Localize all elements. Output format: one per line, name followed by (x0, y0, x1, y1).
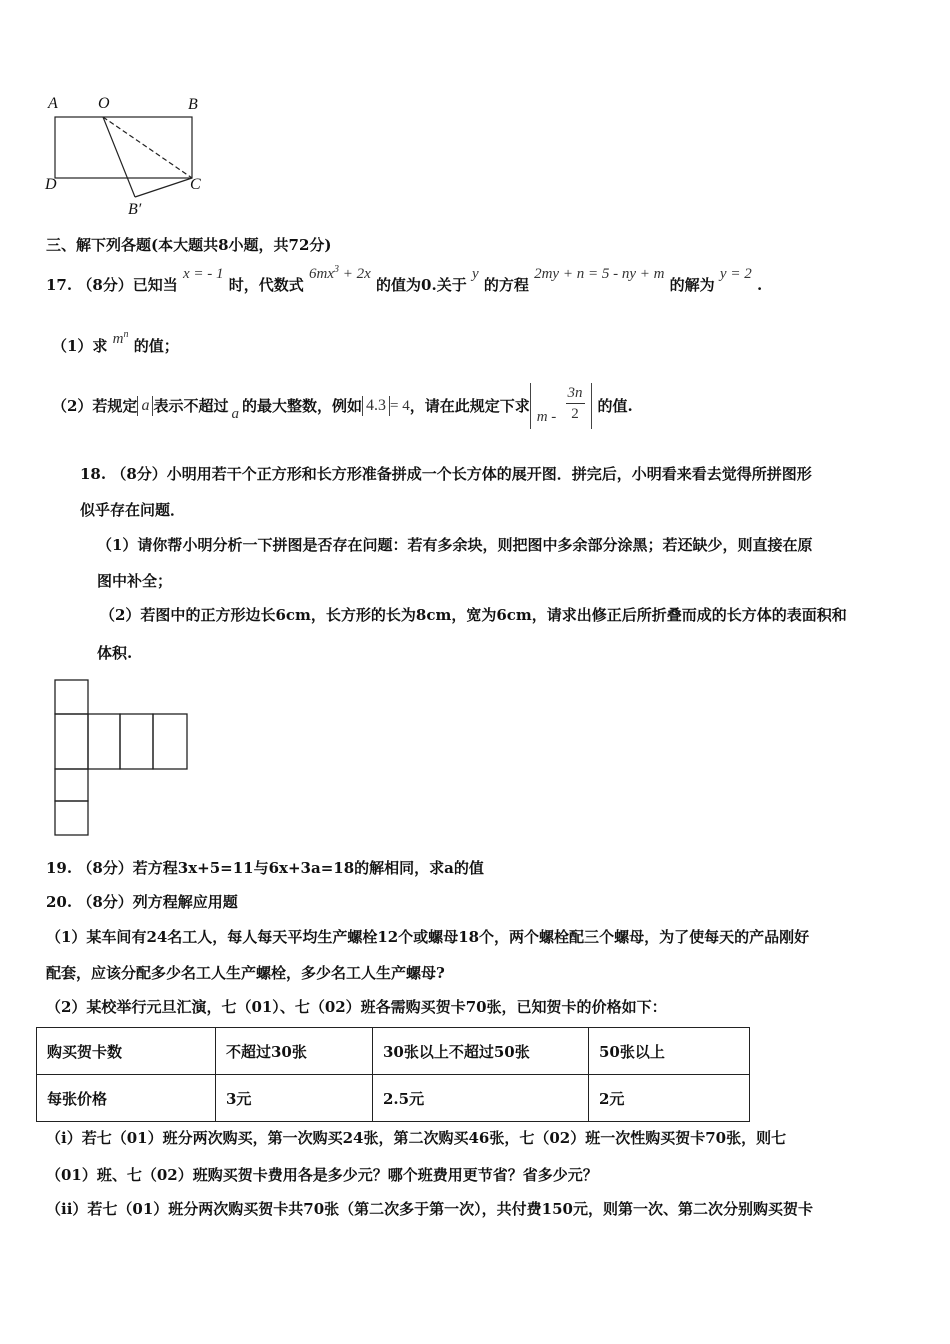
price-table-cell: 50张以上 (589, 1028, 750, 1075)
q17-intro-d: 的方程 (483, 276, 529, 294)
net-row-cell-2 (88, 714, 120, 769)
q17-var-a: a (231, 406, 239, 422)
label-o: O (98, 95, 110, 112)
q17-fraction (566, 383, 585, 424)
q20-i-line1: （i）若七（01）班分两次购买，第一次购买24张，第二次购买46张，七（02）班一次性购买贺卡70张，则七 (46, 1129, 787, 1147)
q20-p1-line2: 配套，应该分配多少名工人生产螺栓，多少名工人生产螺母? (46, 964, 445, 982)
net-top-square (55, 680, 88, 714)
q18-line1: 18. （8分）小明用若干个正方形和长方形准备拼成一个长方体的展开图．拼完后，小明看来看去觉得所拼图形 (80, 465, 812, 483)
label-c: C (190, 176, 201, 193)
q17-floor-a: a (137, 396, 153, 416)
q17-intro-c: 的值为0.关于 (376, 276, 467, 294)
label-b-prime: B′ (128, 201, 142, 218)
label-a: A (48, 95, 58, 112)
q17-var-y: y (471, 266, 479, 282)
q17-part2-a: （2）若规定 (52, 397, 138, 415)
segment-ob-prime (103, 117, 135, 197)
q17-solution: y = 2 (719, 266, 752, 282)
q17-expr-m: m - (536, 408, 557, 425)
q20-p1-line1: （1）某车间有24名工人，每人每天平均生产螺栓12个或螺母18个，两个螺栓配三个螺母，为了使每天的产品刚好 (46, 928, 810, 946)
q17-part2-b: 表示不超过 (153, 397, 229, 415)
box-net-svg (50, 676, 195, 842)
q17-part2-d: ，请在此规定下求 (409, 397, 530, 415)
q17-floor-example: 4.3 (362, 396, 390, 416)
q17-part1-b: 的值； (133, 337, 179, 355)
q17-expr-tail: + 2x (339, 266, 371, 282)
q18-line2: 似乎存在问题． (80, 501, 186, 519)
dashed-segment-oc (103, 117, 192, 178)
price-table-cell: 2元 (589, 1075, 750, 1122)
q17-part2-e: 的值. (597, 397, 633, 415)
price-table-cell: 2.5元 (373, 1075, 589, 1122)
q17-expr-power: 3 (334, 264, 340, 275)
q20-ii-line1: （ii）若七（01）班分两次购买贺卡共70张（第二次多于第一次），共付费150元，则第一次、第二次分别购买贺卡 (46, 1200, 813, 1218)
net-lower-square (55, 769, 88, 801)
q18-line5: （2）若图中的正方形边长6cm，长方形的长为8cm，宽为6cm，请求出修正后所折叠而成的长方体的表面积和 (100, 606, 847, 624)
q20-title: 20. （8分）列方程解应用题 (46, 893, 238, 911)
q17-part2 (52, 380, 633, 432)
price-table-cell: 3元 (216, 1075, 373, 1122)
q17-x-value: x = - 1 (183, 266, 224, 282)
q19-text: 19. （8分）若方程3x+5=11与6x+3a=18的解相同，求a的值 (46, 859, 484, 877)
segment-b-prime-c (135, 178, 192, 197)
price-table-cell: 每张价格 (37, 1075, 216, 1122)
q17-intro-b: 时，代数式 (228, 276, 304, 294)
q17-m-power-n (113, 331, 129, 347)
q17-part2-c: 的最大整数，例如 (241, 397, 362, 415)
q17-intro-e: 的解为 (669, 276, 715, 294)
q18-line3: （1）请你帮小明分析一下拼图是否存在问题：若有多余块，则把图中多余部分涂黑；若还缺少，则直接在原 (97, 536, 813, 554)
label-b: B (188, 96, 198, 113)
q17-line (46, 262, 762, 296)
figure-rectangle-fold (40, 94, 220, 224)
figure-box-net (50, 676, 195, 842)
q20-p2-line1: （2）某校举行元旦汇演，七（01）、七（02）班各需购买贺卡70张，已知贺卡的价格如下： (46, 998, 667, 1016)
price-table-row (37, 1075, 750, 1122)
q17-frac-den: 2 (571, 406, 579, 422)
net-bottom-square (55, 801, 88, 835)
q18-line4: 图中补全； (97, 572, 173, 590)
label-d: D (45, 176, 57, 193)
q17-expression (309, 266, 371, 282)
q18-line6: 体积. (97, 644, 133, 662)
price-table-cell: 30张以上不超过50张 (373, 1028, 589, 1075)
q17-part1-a: （1）求 (52, 337, 108, 355)
q17-period: . (756, 276, 763, 294)
net-row-cell-1 (55, 714, 88, 769)
price-table-cell: 购买贺卡数 (37, 1028, 216, 1075)
q17-base-m: m (112, 331, 124, 347)
q17-example-result: = 4 (389, 398, 410, 414)
q17-frac-num: 3n (566, 383, 585, 404)
q17-expr-main: 6mx (309, 266, 335, 282)
q17-exp-n: n (123, 329, 129, 340)
net-row-cell-4 (153, 714, 187, 769)
q17-part1 (52, 325, 179, 355)
price-table-cell: 不超过30张 (216, 1028, 373, 1075)
section-heading: 三、解下列各题(本大题共8小题，共72分) (46, 236, 332, 254)
q17-intro-a: 17. （8分）已知当 (46, 276, 178, 294)
q17-floor-expression (530, 383, 592, 429)
net-row-cell-3 (120, 714, 153, 769)
q20-i-line2: （01）班、七（02）班购买贺卡费用各是多少元？哪个班费用更节省？省多少元？ (46, 1166, 598, 1184)
q17-equation: 2my + n = 5 - ny + m (534, 266, 665, 282)
price-table (36, 1027, 750, 1122)
price-table-header-row (37, 1028, 750, 1075)
